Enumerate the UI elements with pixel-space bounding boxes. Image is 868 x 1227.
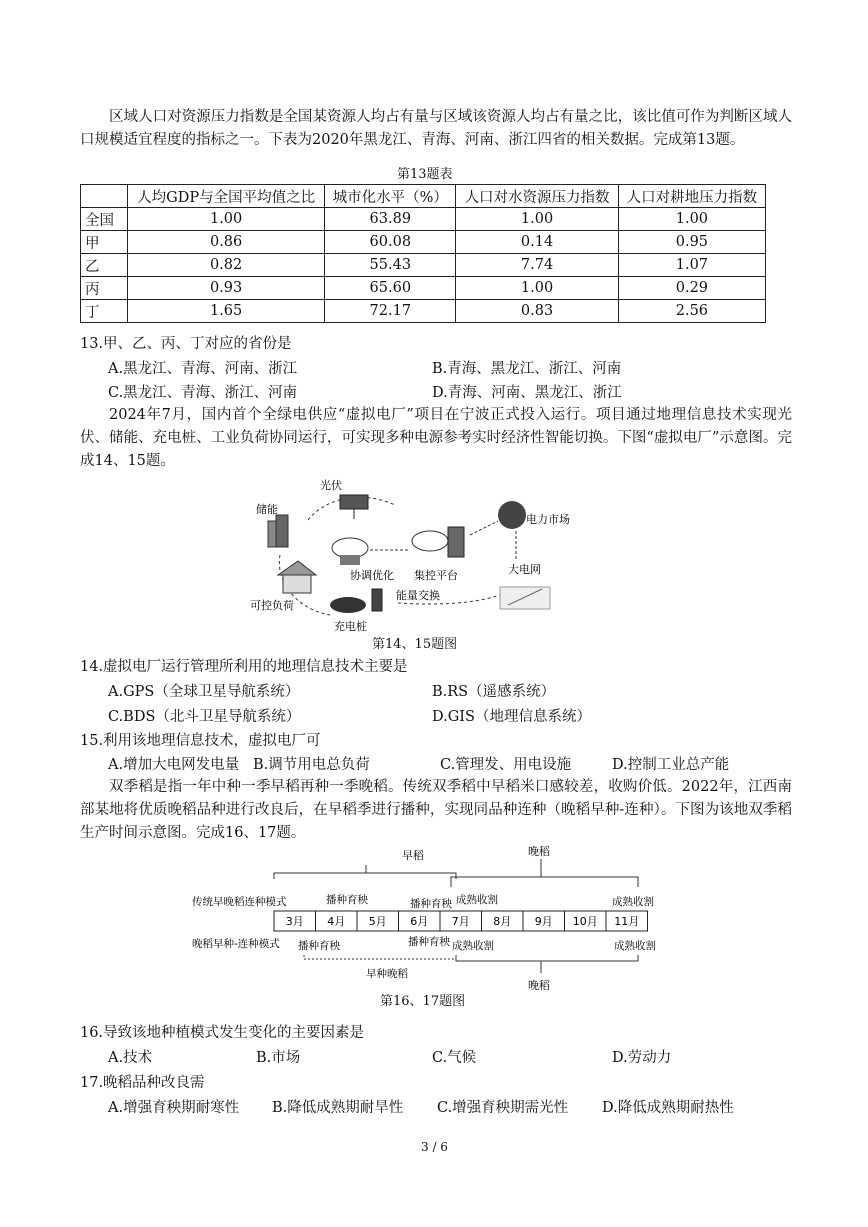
label-early-rice: 早稻 — [402, 849, 424, 862]
label-main-grid: 大电网 — [508, 563, 541, 576]
table-cell: 1.00 — [128, 208, 325, 231]
question-15-option-a[interactable]: A.增加大电网发电量 — [108, 757, 240, 773]
market-icon — [498, 501, 526, 529]
table-cell: 0.29 — [618, 277, 765, 300]
table-cell: 丙 — [81, 277, 128, 300]
table-cell: 0.95 — [618, 231, 765, 254]
table-cell: 2.56 — [618, 300, 765, 323]
label-sow-2: 播种育秧 — [410, 898, 452, 910]
table-cell: 72.17 — [325, 300, 456, 323]
label-controllable-load: 可控负荷 — [250, 599, 294, 612]
table-cell: 0.86 — [128, 231, 325, 254]
figure-caption-14: 第14、15题图 — [372, 637, 458, 652]
question-17-stem: 17.晚稻品种改良需 — [80, 1075, 205, 1091]
month-label: 5月 — [368, 915, 387, 928]
bracket-early-late — [304, 955, 456, 959]
table-caption: 第13题表 — [397, 167, 453, 182]
link-arrow-market — [470, 521, 498, 535]
question-16-option-c[interactable]: C.气候 — [432, 1050, 477, 1066]
table-row — [81, 231, 766, 254]
month-label: 8月 — [493, 915, 512, 928]
question-13-option-d[interactable]: D.青海、河南、黑龙江、浙江 — [432, 385, 622, 401]
rice-timeline-diagram — [186, 843, 686, 993]
brace-late-rice-top — [451, 859, 638, 887]
label-harvest-1: 成熟收割 — [456, 894, 498, 906]
question-13-option-a[interactable]: A.黑龙江、青海、河南、浙江 — [108, 361, 298, 377]
car-icon — [330, 597, 366, 613]
label-sow-1: 播种育秧 — [326, 894, 368, 906]
table-cell: 0.83 — [456, 300, 618, 323]
month-label: 7月 — [451, 915, 470, 928]
table-cell: 1.65 — [128, 300, 325, 323]
label-harvest-2: 成熟收割 — [612, 896, 654, 908]
month-label: 3月 — [285, 915, 304, 928]
table-cell: 丁 — [81, 300, 128, 323]
table-cell: 1.00 — [456, 277, 618, 300]
question-17-option-d[interactable]: D.降低成熟期耐热性 — [602, 1100, 734, 1116]
data-table-13 — [80, 184, 766, 323]
figure-caption-16: 第16、17题图 — [380, 994, 466, 1009]
label-charger: 充电桩 — [334, 620, 367, 633]
label-late-rice-top: 晚稻 — [528, 845, 550, 858]
page-number: 3 / 6 — [421, 1140, 448, 1154]
question-13-option-b[interactable]: B.青海、黑龙江、浙江、河南 — [432, 361, 622, 377]
question-14-option-c[interactable]: C.BDS（北斗卫星导航系统） — [108, 709, 301, 725]
month-label: 11月 — [614, 915, 640, 928]
label-harvest-4: 成熟收割 — [614, 940, 656, 952]
label-power-market: 电力市场 — [526, 513, 570, 526]
brace-late-rice-bottom — [456, 955, 638, 973]
intro-q13: 区域人口对资源压力指数是全国某资源人均占有量与区域该资源人均占有量之比，该比值可作为判断区域人口规模适宜程度的指标之一。下表为2020年黑龙江、青海、河南、浙江四省的相关数据。完成第13题。 — [80, 109, 792, 148]
question-16-option-d[interactable]: D.劳动力 — [612, 1050, 672, 1066]
power-grid-icon — [500, 587, 550, 609]
table-cell: 7.74 — [456, 254, 618, 277]
table-cell: 63.89 — [325, 208, 456, 231]
charger-icon — [372, 589, 382, 611]
table-cell: 0.82 — [128, 254, 325, 277]
question-16-option-b[interactable]: B.市场 — [256, 1050, 301, 1066]
month-label: 9月 — [534, 915, 553, 928]
virtual-power-plant-diagram — [250, 475, 590, 635]
question-16-option-a[interactable]: A.技术 — [108, 1050, 153, 1066]
table-header-row — [81, 185, 766, 208]
question-17-option-b[interactable]: B.降低成熟期耐旱性 — [272, 1100, 404, 1116]
label-pv: 光伏 — [320, 479, 342, 492]
question-15-stem: 15.利用该地理信息技术，虚拟电厂可 — [80, 733, 321, 749]
question-17-option-a[interactable]: A.增强育秧期耐寒性 — [108, 1100, 240, 1116]
month-label: 4月 — [327, 915, 346, 928]
label-harvest-3: 成熟收割 — [452, 940, 494, 952]
table-cell: 0.14 — [456, 231, 618, 254]
table-header-cell: 人均GDP与全国平均值之比 — [128, 185, 325, 208]
house-icon — [278, 561, 316, 593]
question-13-option-c[interactable]: C.黑龙江、青海、浙江、河南 — [108, 385, 298, 401]
table-cell: 甲 — [81, 231, 128, 254]
table-cell: 1.00 — [618, 208, 765, 231]
question-15-option-d[interactable]: D.控制工业总产能 — [612, 757, 730, 773]
table-cell: 60.08 — [325, 231, 456, 254]
cloud-server-icon-left — [332, 538, 368, 565]
question-14-option-b[interactable]: B.RS（遥感系统） — [432, 684, 556, 700]
table-cell: 65.60 — [325, 277, 456, 300]
month-label: 10月 — [572, 915, 598, 928]
label-coordination: 协调优化 — [350, 569, 394, 582]
label-mode-traditional: 传统早晚稻连种模式 — [192, 896, 287, 908]
brace-early-rice — [274, 865, 456, 879]
label-late-rice-bottom: 晚稻 — [528, 979, 550, 992]
month-row — [274, 911, 648, 931]
table-cell: 55.43 — [325, 254, 456, 277]
question-17-option-c[interactable]: C.增强育秧期需光性 — [437, 1100, 569, 1116]
question-14-stem: 14.虚拟电厂运行管理所利用的地理信息技术主要是 — [80, 659, 408, 675]
cloud-server-icon-right — [412, 527, 464, 557]
table-row — [81, 208, 766, 231]
label-platform: 集控平台 — [414, 569, 458, 582]
question-16-stem: 16.导致该地种植模式发生变化的主要因素是 — [80, 1025, 365, 1041]
storage-building-icon — [268, 515, 288, 547]
table-header-cell: 人口对耕地压力指数 — [618, 185, 765, 208]
table-cell: 全国 — [81, 208, 128, 231]
label-mode-late-early: 晚稻早种-连种模式 — [192, 938, 280, 950]
table-cell: 1.00 — [456, 208, 618, 231]
table-row — [81, 277, 766, 300]
table-cell: 1.07 — [618, 254, 765, 277]
table-header-cell: 城市化水平（%） — [325, 185, 456, 208]
table-header-cell — [81, 185, 128, 208]
question-14-option-d[interactable]: D.GIS（地理信息系统） — [432, 709, 591, 725]
table-row — [81, 254, 766, 277]
label-storage: 储能 — [256, 503, 278, 516]
solar-panel-icon — [340, 495, 368, 519]
table-cell: 0.93 — [128, 277, 325, 300]
label-early-late: 早种晚稻 — [366, 968, 408, 980]
question-15-option-c[interactable]: C.管理发、用电设施 — [440, 757, 572, 773]
table-row — [81, 300, 766, 323]
label-energy-exchange: 能量交换 — [396, 589, 440, 602]
question-15-option-b[interactable]: B.调节用电总负荷 — [253, 757, 370, 773]
question-13-stem: 13.甲、乙、丙、丁对应的省份是 — [80, 336, 292, 352]
intro-q16: 双季稻是指一年中种一季早稻再种一季晚稻。传统双季稻中早稻米口感较差，收购价低。2022年，江西南部某地将优质晚稻品种进行改良后，在早稻季进行播种，实现同品种连种（晚稻早种-连种）。下图为该地双季稻生产时间示意图。完成16、17题。 — [80, 779, 792, 841]
question-14-option-a[interactable]: A.GPS（全球卫星导航系统） — [108, 684, 300, 700]
label-sow-3: 播种育秧 — [298, 940, 340, 952]
month-label: 6月 — [410, 915, 429, 928]
table-header-cell: 人口对水资源压力指数 — [456, 185, 618, 208]
intro-q14: 2024年7月，国内首个全绿电供应“虚拟电厂”项目在宁波正式投入运行。项目通过地理信息技术实现光伏、储能、充电桩、工业负荷协同运行，可实现多种电源参考实时经济性智能切换。下图“虚拟电厂”示意图。完成14、15题。 — [80, 407, 792, 469]
label-sow-4: 播种育秧 — [408, 936, 450, 948]
table-cell: 乙 — [81, 254, 128, 277]
